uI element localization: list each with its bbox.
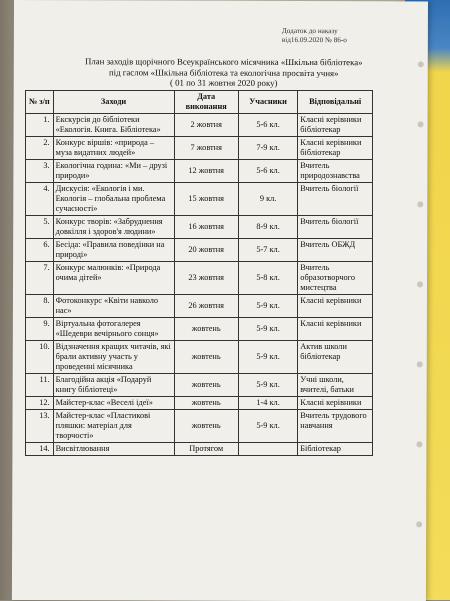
table-row bbox=[26, 397, 373, 410]
event-cell: Фотоконкурс «Квіти навколо нас» bbox=[53, 295, 174, 318]
date-cell: жовтень bbox=[174, 397, 238, 410]
responsible-cell: Учні школи, вчителі, батьки bbox=[298, 374, 373, 397]
date-cell: 20 жовтня bbox=[174, 239, 238, 262]
table-row bbox=[26, 160, 373, 183]
event-cell: Майстер-клас «Веселі ідеї» bbox=[53, 397, 174, 410]
order-note-line2: від16.09.2020 № 86-о bbox=[281, 35, 347, 45]
date-cell: 12 жовтня bbox=[174, 160, 238, 183]
date-cell: Протягом bbox=[174, 443, 238, 456]
event-cell: Благодійна акція «Подаруй книгу бібліотеці» bbox=[53, 374, 174, 397]
table-row bbox=[26, 374, 373, 397]
responsible-cell: Вчитель природознавства bbox=[298, 160, 373, 183]
header-number: № з/п bbox=[26, 91, 54, 114]
table-row bbox=[26, 239, 373, 262]
row-number: 6. bbox=[26, 239, 54, 262]
date-cell: 15 жовтня bbox=[174, 183, 238, 216]
row-number: 12. bbox=[26, 397, 54, 410]
date-cell: жовтень bbox=[174, 341, 238, 374]
table-row bbox=[26, 137, 373, 160]
table-row bbox=[26, 341, 373, 374]
header-event: Заходи bbox=[53, 91, 174, 114]
event-cell: Віртуальна фотогалерея «Шедеври вечірнього сонця» bbox=[53, 318, 174, 341]
table-header-row bbox=[26, 91, 373, 114]
date-cell: жовтень bbox=[174, 318, 238, 341]
event-cell: Екскурсія до бібліотеки «Екологія. Книга. Бібліотека» bbox=[53, 114, 174, 137]
responsible-cell: Вчитель трудового навчання bbox=[298, 410, 373, 443]
event-cell: Екологічна година: «Ми – друзі природи» bbox=[53, 160, 174, 183]
date-cell: 16 жовтня bbox=[174, 216, 238, 239]
responsible-cell: Класні керівники бібліотекар bbox=[298, 137, 373, 160]
row-number: 11. bbox=[26, 374, 54, 397]
row-number: 4. bbox=[26, 183, 54, 216]
participants-cell: 5-9 кл. bbox=[238, 341, 297, 374]
row-number: 3. bbox=[26, 160, 54, 183]
plan-title bbox=[44, 56, 404, 89]
event-cell: Бесіда: «Правила поведінки на природі» bbox=[53, 239, 174, 262]
event-cell: Майстер-клас «Пластикові пляшки: матеріал для творчості» bbox=[53, 410, 174, 443]
responsible-cell: Вчитель ОБЖД bbox=[298, 239, 373, 262]
header-responsible: Відповідальні bbox=[298, 91, 373, 114]
participants-cell: 8-9 кл. bbox=[238, 216, 297, 239]
title-line2: під гаслом «Шкільна бібліотека та екологічна просвіта учня» bbox=[108, 66, 339, 78]
table-row bbox=[26, 443, 373, 456]
date-cell: 23 жовтня bbox=[174, 262, 238, 295]
header-date: Дата виконання bbox=[174, 91, 238, 114]
participants-cell: 5-9 кл. bbox=[238, 318, 297, 341]
responsible-cell: Бібліотекар bbox=[298, 443, 373, 456]
responsible-cell: Актив школи бібліотекар bbox=[298, 341, 373, 374]
responsible-cell: Класні керівники bbox=[298, 397, 373, 410]
title-line3: ( 01 по 31 жовтня 2020 року) bbox=[169, 77, 278, 88]
date-cell: 26 жовтня bbox=[174, 295, 238, 318]
date-cell: жовтень bbox=[174, 410, 238, 443]
table-row bbox=[26, 114, 373, 137]
participants-cell: 5-9 кл. bbox=[238, 374, 297, 397]
responsible-cell: Класні керівники bbox=[298, 318, 373, 341]
table-row bbox=[26, 295, 373, 318]
participants-cell: 9 кл. bbox=[238, 183, 297, 216]
participants-cell: 1-4 кл. bbox=[238, 397, 297, 410]
event-cell: Конкурс віршів: «природа – муза видатних людей» bbox=[53, 137, 174, 160]
table-row bbox=[26, 410, 373, 443]
participants-cell: 5-9 кл. bbox=[238, 295, 297, 318]
order-annotation bbox=[282, 27, 347, 45]
events-table bbox=[25, 90, 373, 456]
table-row bbox=[26, 318, 373, 341]
responsible-cell: Класні керівники бібліотекар bbox=[298, 114, 373, 137]
table-row bbox=[26, 216, 373, 239]
participants-cell bbox=[238, 443, 297, 456]
responsible-cell: Класні керівники bbox=[298, 295, 373, 318]
event-cell: Висвітлювання bbox=[53, 443, 174, 456]
responsible-cell: Вчитель образотворчого мистецтва bbox=[298, 262, 373, 295]
participants-cell: 5-8 кл. bbox=[238, 262, 297, 295]
table-row bbox=[26, 183, 373, 216]
row-number: 9. bbox=[26, 318, 54, 341]
participants-cell: 5-7 кл. bbox=[238, 239, 297, 262]
date-cell: 7 жовтня bbox=[174, 137, 238, 160]
table-row bbox=[26, 262, 373, 295]
row-number: 14. bbox=[26, 443, 54, 456]
participants-cell: 5-6 кл. bbox=[238, 114, 297, 137]
participants-cell: 5-9 кл. bbox=[238, 410, 297, 443]
title-line1: План заходів щорічного Всеукраїнського місячника «Шкільна бібліотека» bbox=[85, 56, 363, 68]
order-note-line1: Додаток до наказу bbox=[281, 26, 338, 36]
responsible-cell: Вчитель біології bbox=[298, 216, 373, 239]
event-cell: Конкурс творів: «Забруднення довкілля і здоров'я людини» bbox=[53, 216, 174, 239]
participants-cell: 7-9 кл. bbox=[238, 137, 297, 160]
row-number: 2. bbox=[26, 137, 54, 160]
header-participants: Учасники bbox=[238, 91, 297, 114]
row-number: 5. bbox=[26, 216, 54, 239]
date-cell: жовтень bbox=[174, 374, 238, 397]
date-cell: 2 жовтня bbox=[174, 114, 238, 137]
event-cell: Конкурс малюнків: «Природа очима дітей» bbox=[53, 262, 174, 295]
row-number: 8. bbox=[26, 295, 54, 318]
row-number: 7. bbox=[26, 262, 54, 295]
event-cell: Відзначення кращих читачів, які брали активну участь у проведенні місячника bbox=[53, 341, 174, 374]
participants-cell: 5-6 кл. bbox=[238, 160, 297, 183]
row-number: 10. bbox=[26, 341, 54, 374]
event-cell: Дискусія: «Екологія і ми. Екологія – глобальна проблема сучасності» bbox=[53, 183, 174, 216]
row-number: 13. bbox=[26, 410, 54, 443]
row-number: 1. bbox=[26, 114, 54, 137]
responsible-cell: Вчитель біології bbox=[298, 183, 373, 216]
